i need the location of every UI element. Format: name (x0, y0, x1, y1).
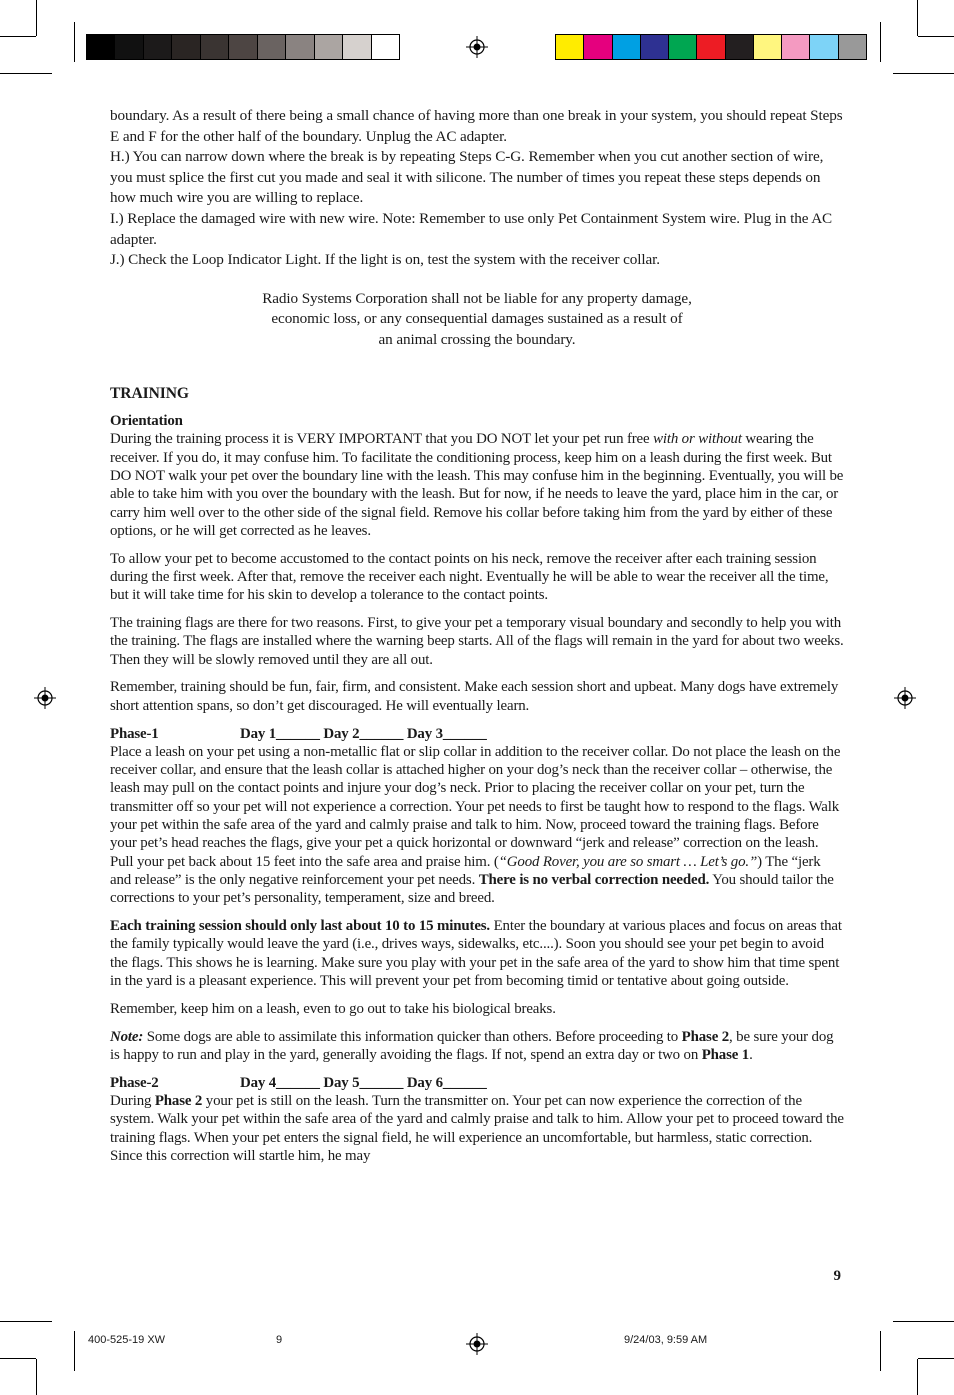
step-j: J.) Check the Loop Indicator Light. If the light is on, test the system with the receiver collar. (110, 251, 660, 269)
registration-mark-icon (466, 36, 488, 58)
step-i: I.) Replace the damaged wire with new wire. Note: Remember to use only Pet Containment System wire. Plug in the AC adapter. (110, 209, 833, 248)
crop-mark (917, 0, 918, 36)
color-swatch (669, 35, 697, 59)
process-color-bar (555, 34, 867, 60)
color-swatch (839, 35, 866, 59)
registration-mark-icon (34, 687, 56, 709)
crop-mark (893, 73, 954, 74)
gray-swatch (258, 35, 286, 59)
orientation-paragraph-4: Remember, training should be fun, fair, firm, and consistent. Make each session short and upbeat. Many dogs have extremely short attention spans, so don’t get discouraged. He will eventually learn. (110, 679, 839, 714)
crop-mark (880, 1331, 881, 1371)
disclaimer-line-1: Radio Systems Corporation shall not be liable for any property damage, (262, 289, 692, 307)
crop-mark (36, 1359, 37, 1395)
gray-swatch (144, 35, 172, 59)
color-swatch (810, 35, 838, 59)
color-swatch (726, 35, 754, 59)
gray-swatch (87, 35, 115, 59)
crop-mark (0, 36, 36, 37)
phase-2-paragraph-1: During Phase 2 your pet is still on the leash. Turn the transmitter on. Your pet can now experience the correction of the system. Walk your pet within the safe area of the yard and calmly praise and talk to him. Allow your pet to proceed toward the training flags. When your pet enters the signal field, he will experience an uncomfortable, but harmless, static correction. Since this correction will startle him, he may (110, 1092, 844, 1164)
phase-1-paragraph-3: Remember, keep him on a leash, even to go out to take his biological breaks. (110, 1000, 556, 1017)
color-swatch (556, 35, 584, 59)
registration-mark-icon (466, 1333, 488, 1355)
training-heading: TRAINING (110, 384, 189, 402)
gray-swatch (172, 35, 200, 59)
color-swatch (782, 35, 810, 59)
footer-timestamp: 9/24/03, 9:59 AM (624, 1334, 708, 1346)
color-swatch (584, 35, 612, 59)
crop-mark (0, 1321, 52, 1322)
page-content (110, 106, 844, 1175)
grayscale-color-bar (86, 34, 400, 60)
crop-mark (893, 1321, 954, 1322)
gray-swatch (201, 35, 229, 59)
step-h: H.) You can narrow down where the break is by repeating Steps C-G. Remember when you cut another section of wire, you must splice the first cut you made and seal it with silicone. The number of times you repeat these steps depends on how much wire you are willing to replace. (110, 148, 824, 207)
registration-mark-icon (894, 687, 916, 709)
crop-mark (0, 73, 52, 74)
gray-swatch (115, 35, 143, 59)
color-swatch (697, 35, 725, 59)
page-number: 9 (833, 1268, 841, 1284)
paragraph-boundary: boundary. As a result of there being a small chance of having more than one break in your system, you should repeat Steps E and F for the other half of the boundary. Unplug the AC adapter. (110, 107, 843, 145)
phase-1-note: Note: Some dogs are able to assimilate this information quicker than others. Before proceeding to Phase 2, be sure your dog is happy to run and play in the yard, generally avoiding the flags. If not, spend an extra day or two on Phase 1. (110, 1028, 834, 1063)
training-section (110, 412, 844, 1165)
gray-swatch (343, 35, 371, 59)
crop-mark (880, 22, 881, 62)
orientation-paragraph-2: To allow your pet to become accustomed to the contact points on his neck, remove the receiver after each training session during the first week. After that, remove the receiver each night. Eventually he will be able to wear the receiver all the time, but it will take time for his skin to develop a tolerance to the contact points. (110, 550, 829, 604)
orientation-paragraph-3: The training flags are there for two reasons. First, to give your pet a temporary visual boundary and secondly to help you with the training. The flags are installed where the warning beep starts. All of the flags will remain in the yard for about two weeks. Then they will be slowly removed until they are all out. (110, 615, 844, 668)
footer-doc-code: 400-525-19 XW (88, 1334, 166, 1346)
color-swatch (641, 35, 669, 59)
crop-mark (74, 1331, 75, 1371)
color-swatch (613, 35, 641, 59)
phase-1-paragraph-2: Each training session should only last about 10 to 15 minutes. Enter the boundary at various places and focus on areas that the family typically would leave the yard (i.e., drives ways, sidewalks, etc....). Soon you should see your pet begin to avoid the flags. This shows he is learning. Make sure you play with your pet in the safe area of the yard to show him that time spent in the yard is a pleasant experience. This will prevent your pet from becoming timid or tentative about going outside. (110, 918, 842, 989)
disclaimer-line-2: economic loss, or any consequential damages sustained as a result of (271, 310, 683, 328)
crop-mark (918, 1358, 954, 1359)
phase-1-header: Phase-1 Day 1______ Day 2______ Day 3______ (110, 725, 487, 742)
gray-swatch (315, 35, 343, 59)
orientation-title: Orientation (110, 413, 183, 430)
gray-swatch (286, 35, 314, 59)
crop-mark (36, 0, 37, 36)
gray-swatch (229, 35, 257, 59)
footer-page: 9 (276, 1334, 283, 1346)
phase-2-header: Phase-2 Day 4______ Day 5______ Day 6______ (110, 1074, 487, 1091)
crop-mark (917, 1359, 918, 1395)
color-swatch (754, 35, 782, 59)
crop-mark (0, 1358, 36, 1359)
gray-swatch (372, 35, 399, 59)
phase-1-paragraph-1: Place a leash on your pet using a non-metallic flat or slip collar in addition to the receiver collar. Do not place the leash on the receiver collar, and ensure that the leash collar is attached higher on your dog’s neck than the receiver collar – otherwise, the leash may pull on the contact points and injure your dog’s neck. Prior to placing the receiver collar on your pet, turn the transmitter off so your pet will not experience a correction. Your pet needs to first be taught how to respond to the flags. Walk your pet within the safe area of the yard and calmly praise and talk to him. Now, proceed toward the training flags. Before your pet’s head reaches the flags, give your pet a quick horizontal or downward “jerk and release” correction on the leash. Pull your pet back about 15 feet into the safe area and praise him. (“Good Rover, you are so smart … Let’s go.”) The “jerk and release” is the only negative reinforcement your pet needs. There is no verbal correction needed. You should tailor the corrections to your pet’s personality, temperament, size and breed. (110, 743, 841, 907)
crop-mark (918, 36, 954, 37)
orientation-paragraph-1: During the training process it is VERY IMPORTANT that you DO NOT let your pet run free with or without wearing the receiver. If you do, it may confuse him. To facilitate the conditioning process, keep him on a leash during the first week. But DO NOT walk your pet over the boundary line with the leash. This may confuse him in the beginning. Eventually, you will be able to take him with you over the boundary with the leash. But for now, if he needs to leave the yard, place him in the car, or carry him well over to the other side of the signal field. Remove his collar before taking him from the yard by either of these options, or he will get corrected as he leaves. (110, 431, 844, 539)
disclaimer-line-3: an animal crossing the boundary. (378, 330, 576, 348)
crop-mark (74, 22, 75, 62)
